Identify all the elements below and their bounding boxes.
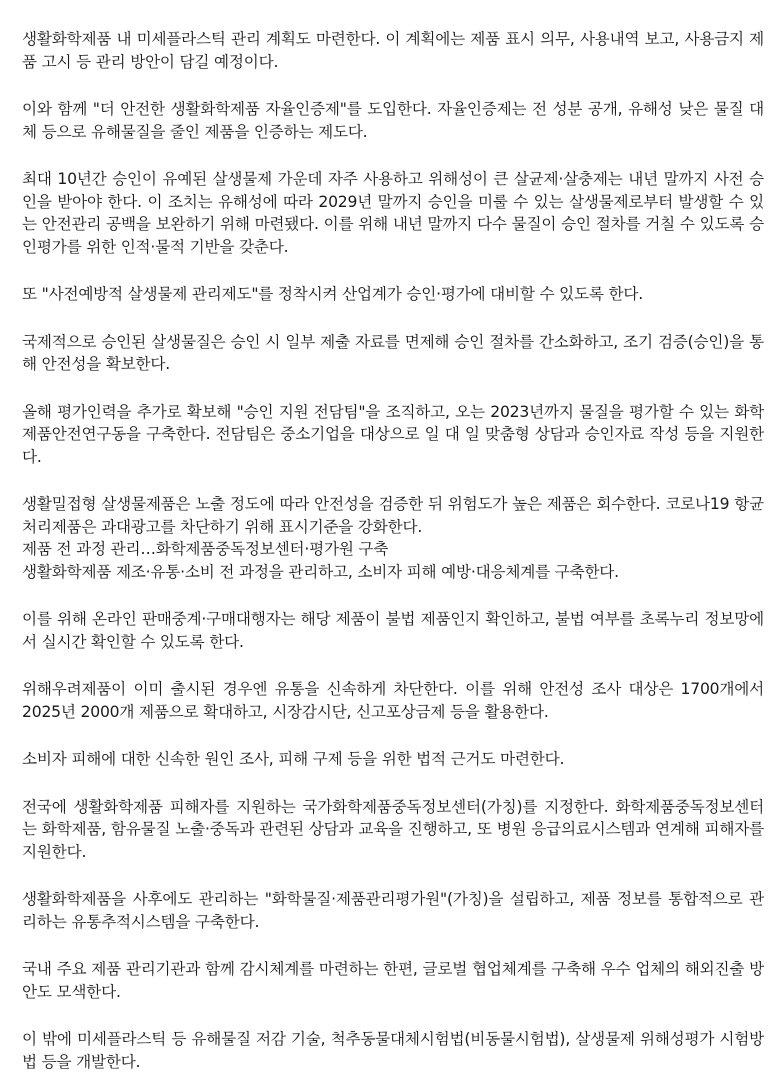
paragraph-biocide-approval: 최대 10년간 승인이 유예된 살생물제 가운데 자주 사용하고 위해성이 큰 살균제·살충제는 내년 말까지 사전 승인을 받아야 한다. 이 조치는 유해성에 따라 2029년 말까지 승인을 미룰 수 있는 살생물제로부터 발생할 수 있는 안전관리 공백을 보완하기 위해 마련됐다. 이를 위해 내년 말까지 다수 물질이 승인 절차를 거칠 수 있도록 승인평가를 위한 인적·물적 기반을 갖춘다. xyxy=(22,170,764,256)
paragraph-poison-center: 전국에 생활화학제품 피해자를 지원하는 국가화학제품중독정보센터(가칭)를 지정한다. 화학제품중독정보센터는 화학제품, 함유물질 노출·중독과 관련된 상담과 교육을 진행하고, 또 병원 응급의료시스템과 연계해 피해자를 지원한다. xyxy=(22,797,764,861)
paragraph-international-approval: 국제적으로 승인된 살생물질은 승인 시 일부 제출 자료를 면제해 승인 절차를 간소화하고, 조기 검증(승인)을 통해 안전성을 확보한다. xyxy=(22,332,764,373)
paragraph-self-certification: 이와 함께 "더 안전한 생활화학제품 자율인증제"를 도입한다. 자율인증제는 전 성분 공개, 유해성 낮은 물질 대체 등으로 유해물질을 줄인 제품을 인증하는 제도다. xyxy=(22,100,764,141)
paragraph-microplastic-plan: 생활화학제품 내 미세플라스틱 관리 계획도 마련한다. 이 계획에는 제품 표시 의무, 사용내역 보고, 사용금지 제품 고시 등 관리 방안이 담길 예정이다. xyxy=(22,30,764,71)
paragraph-online-sellers: 이를 위해 온라인 판매중계·구매대행자는 해당 제품이 불법 제품인지 확인하고, 불법 여부를 초록누리 정보망에서 실시간 확인할 수 있도록 한다. xyxy=(22,610,764,651)
paragraph-global-cooperation: 국내 주요 제품 관리기관과 함께 감시체계를 마련하는 한편, 글로벌 협업체계를 구축해 우수 업체의 해외진출 방안도 모색한다. xyxy=(22,960,764,1001)
paragraph-support-team: 올해 평가인력을 추가로 확보해 "승인 지원 전담팀"을 조직하고, 오는 2023년까지 물질을 평가할 수 있는 화학제품안전연구동을 구축한다. 전담팀은 중소기업을 대상으로 일 대 일 맞춤형 상담과 승인자료 작성 등을 지원한다. xyxy=(22,402,764,466)
paragraph-lifecycle-management: 생활밀접형 살생물제품은 노출 정도에 따라 안전성을 검증한 뒤 위험도가 높은 제품은 회수한다. 코로나19 항균처리제품은 과대광고를 차단하기 위해 표시기준을 강화한다. 제품 전 과정 관리…화학제품중독정보센터·평가원 구축 생활화학제품 제조·유통·소비 전 과정을 관리하고, 소비자 피해 예방·대응체계를 구축한다. xyxy=(22,495,764,581)
paragraph-technology-development: 이 밖에 미세플라스틱 등 유해물질 저감 기술, 척추동물대체시험법(비동물시험법), 살생물제 위해성평가 시험방법 등을 개발한다. xyxy=(22,1030,764,1071)
paragraph-preventive-system: 또 "사전예방적 살생물제 관리제도"를 정착시켜 산업계가 승인·평가에 대비할 수 있도록 한다. xyxy=(22,285,643,303)
paragraph-legal-basis: 소비자 피해에 대한 신속한 원인 조사, 피해 구제 등을 위한 법적 근거도 마련한다. xyxy=(22,750,565,768)
paragraph-evaluation-institute: 생활화학제품을 사후에도 관리하는 "화학물질·제품관리평가원"(가칭)을 설립하고, 제품 정보를 통합적으로 관리하는 유통추적시스템을 구축한다. xyxy=(22,890,764,931)
paragraph-distribution-block: 위해우려제품이 이미 출시된 경우엔 유통을 신속하게 차단한다. 이를 위해 안전성 조사 대상은 1700개에서 2025년 2000개 제품으로 확대하고, 시장감시단, 신고포상금제 등을 활용한다. xyxy=(22,680,764,721)
article-body xyxy=(22,28,764,1073)
